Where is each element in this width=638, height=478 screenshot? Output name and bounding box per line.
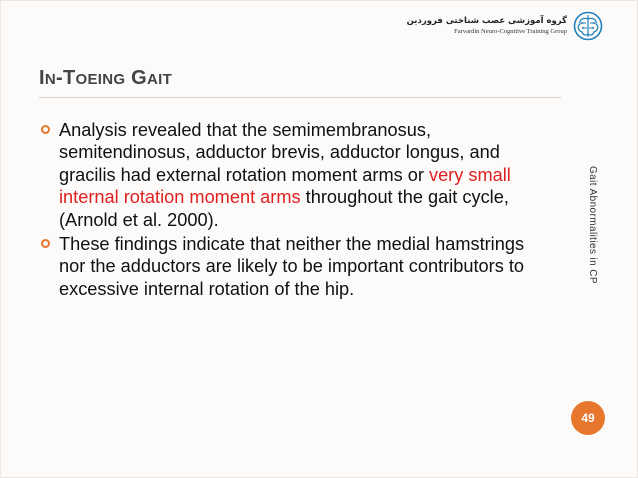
group-logo — [407, 11, 603, 41]
bullet-circle-icon — [41, 125, 50, 134]
bullet-list — [41, 119, 551, 300]
bullet-text: throughout the gait cycle, (Arnold et al. 2000). — [59, 187, 509, 230]
title-initial: -T — [56, 67, 76, 89]
slide-title — [39, 67, 172, 90]
logo-english-name: Farvardin Neuro-Cognitive Training Group — [454, 27, 567, 35]
side-section-label: Gait Abnormalities in CP — [587, 166, 598, 284]
title-initial: I — [39, 67, 45, 89]
title-smallcaps: OEING — [75, 71, 126, 88]
brain-icon — [573, 11, 603, 41]
bullet-text: These findings indicate that neither the medial hamstrings nor the adductors are likely to be important contributors to excessive internal rotation of the hip. — [59, 234, 525, 299]
title-initial: G — [125, 67, 148, 89]
logo-text — [407, 17, 567, 35]
bullet-circle-icon — [41, 239, 50, 248]
bullet-text: Analysis revealed that the semimembranosus, semitendinosus, adductor brevis, adductor longus, and gracilis had external rotation moment arms or — [59, 120, 500, 185]
bullet-item — [41, 119, 551, 231]
bullet-item — [41, 233, 551, 300]
title-smallcaps: N — [44, 71, 56, 88]
title-divider — [39, 97, 561, 98]
logo-persian-name: گروه آموزشی عصب شناختی فروردین — [406, 16, 567, 26]
title-smallcaps: AIT — [147, 71, 173, 88]
highlighted-text: very small internal rotation moment arms — [59, 164, 511, 208]
page-number-badge: 49 — [571, 401, 605, 435]
